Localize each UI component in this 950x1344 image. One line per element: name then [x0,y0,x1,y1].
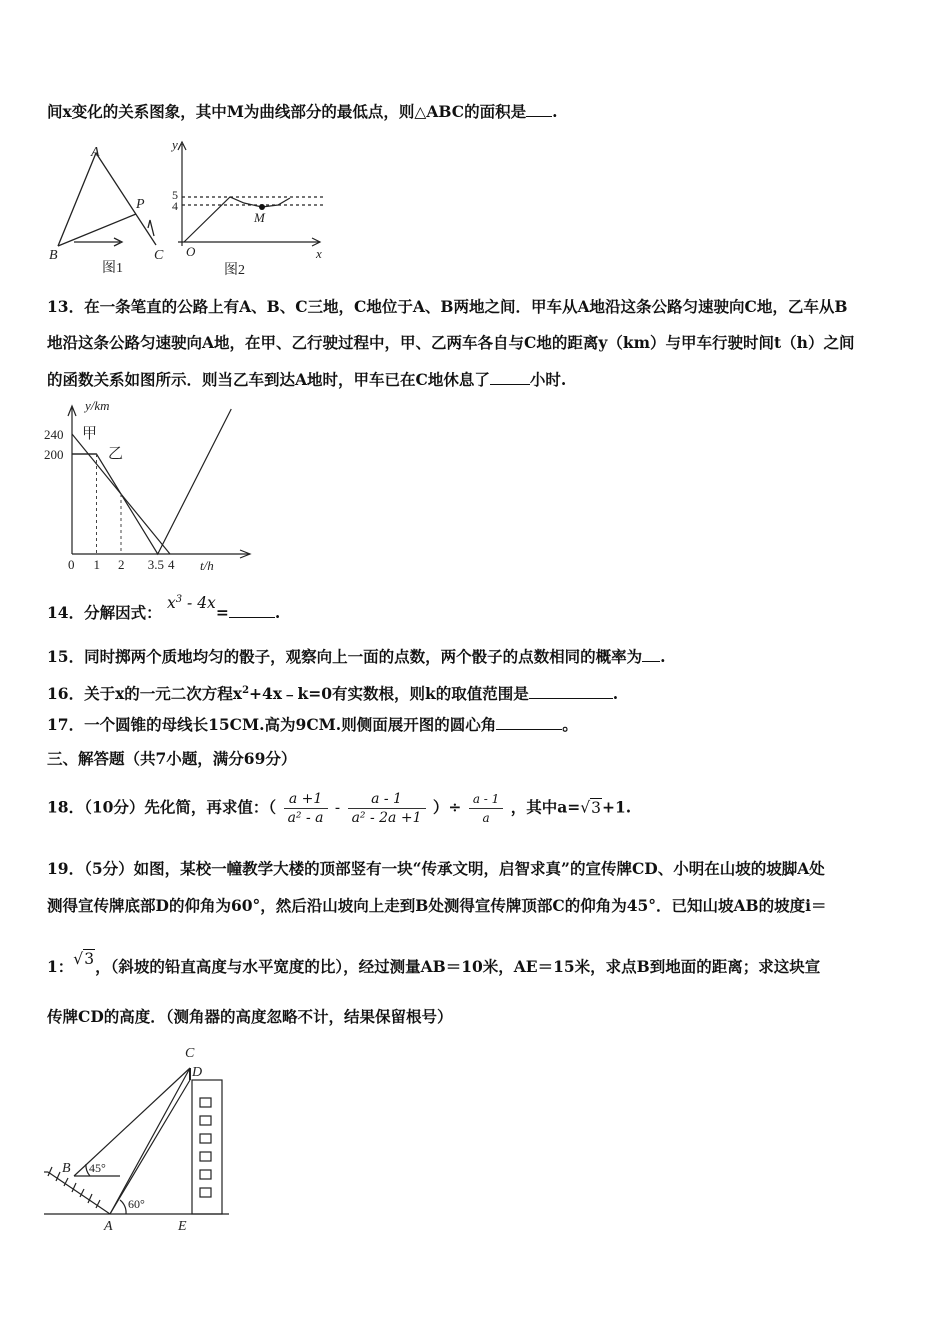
fig19-label-e: E [178,1219,187,1234]
fig1-caption: 图1 [102,261,123,276]
fig2-label-m: M [254,210,265,225]
x-tick-label: 4 [168,557,175,572]
q12-text: 间x变化的关系图象，其中M为曲线部分的最低点，则△ABC的面积是 . [47,102,558,121]
q13-line2: 地沿这条公路匀速驶向A地，在甲、乙行驶过程中，甲、乙两车各自与C地的距离y（km）与甲车行驶时间t（h）之间 [47,333,855,352]
answer-blank [496,715,562,730]
fig19-label-c: C [185,1046,195,1061]
answer-blank [490,370,530,385]
x-tick-label: 0 [68,557,75,572]
q15-text: 15．同时掷两个质地均匀的骰子，观察向上一面的点数，两个骰子的点数相同的概率为 . [47,647,666,666]
q18-text: 18．（10分）先化简，再求值：（ $\frac{a +1}{\text{a² - a}}$ - $\frac{a - 1}{\text{a² - 2a +1}}$ ）÷ $\frac{a - 1}{a}$ ，其中a=√3+1. [47,791,632,826]
fraction-1: $\frac{a +1}{\text{a² - a}}$ [284,790,328,827]
section-header: 三、解答题（共7小题，满分69分） [47,749,297,768]
answer-blank [642,647,660,662]
q13-chart [40,398,260,578]
fraction-2: $\frac{a - 1}{\text{a² - 2a +1}}$ [348,790,426,827]
fig2-origin: O [186,244,196,259]
sqrt-3: √3 [73,950,95,968]
q13-line3: 的函数关系如图所示．则当乙车到达A地时，甲车已在C地休息了 小时. [47,370,567,389]
q17-text: 17．一个圆锥的母线长15CM.高为9CM.则侧面展开图的圆心角 。 [47,715,578,734]
q19-line3: 1：√3，（斜坡的铅直高度与水平宽度的比），经过测量AB＝10米，AE＝15米，求点B到地面的距离；求这块宣 [47,950,821,976]
q16-text: 16．关于x的一元二次方程$x^2+4x﹣k=0$有实数根，则k的取值范围是 . [47,684,619,704]
x-tick-label: 3.5 [147,557,164,572]
graph-figure [178,142,326,246]
x-tick-label: 2 [118,557,125,572]
fig2-axis-x: x [316,246,322,261]
x-tick-label: 1 [93,557,100,572]
fig2-axis-y: y [172,138,178,152]
fig1-label-p: P [136,197,145,212]
q19-figure [44,1040,234,1240]
q12-figures [44,138,344,280]
fig1-label-c: C [154,248,164,263]
fig2-caption: 图2 [224,263,245,278]
y-tick-label: 200 [44,447,64,462]
q19-line4: 传牌CD的高度．（测角器的高度忽略不计，结果保留根号） [47,1007,453,1026]
fig1-label-b: B [49,248,58,263]
sqrt-3: √3 [580,798,601,817]
y-tick-label: 240 [44,427,64,442]
x-axis-label: t/h [200,558,214,573]
y-axis-label: y/km [85,398,110,413]
fig1-label-a: A [91,145,100,160]
fig19-label-a: A [104,1219,113,1234]
answer-blank [526,102,552,117]
q19-line2: 测得宣传牌底部D的仰角为60°，然后沿山坡向上走到B处测得宣传牌顶部C的仰角为45°．已知山坡AB的坡度i＝ [47,896,827,915]
fig19-label-b: B [62,1161,71,1176]
fig2-tick-5: 5 [172,188,178,202]
angle-60: 60° [128,1197,145,1211]
answer-blank [529,684,613,699]
fig2-tick-4: 4 [172,199,178,213]
fig19-label-d: D [192,1065,203,1080]
q14-expression: $x^3 - 4x$ [166,594,216,613]
series-annotation: 乙 [108,446,124,462]
q19-line1: 19．（5分）如图，某校一幢教学大楼的顶部竖有一块“传承文明，启智求真”的宣传牌CD、小明在山坡的坡脚A处 [47,859,825,878]
fraction-3: $\frac{a - 1}{a}$ [469,790,503,827]
answer-blank [229,603,275,618]
angle-45: 45° [89,1161,106,1175]
q13-line1: 13．在一条笔直的公路上有A、B、C三地，C地位于A、B两地之间．甲车从A地沿这条公路匀速驶向C地，乙车从B [47,297,848,316]
series-annotation: 甲 [82,426,98,442]
q14-text: 14．分解因式： $x^3 - 4x=$ . [47,594,281,623]
